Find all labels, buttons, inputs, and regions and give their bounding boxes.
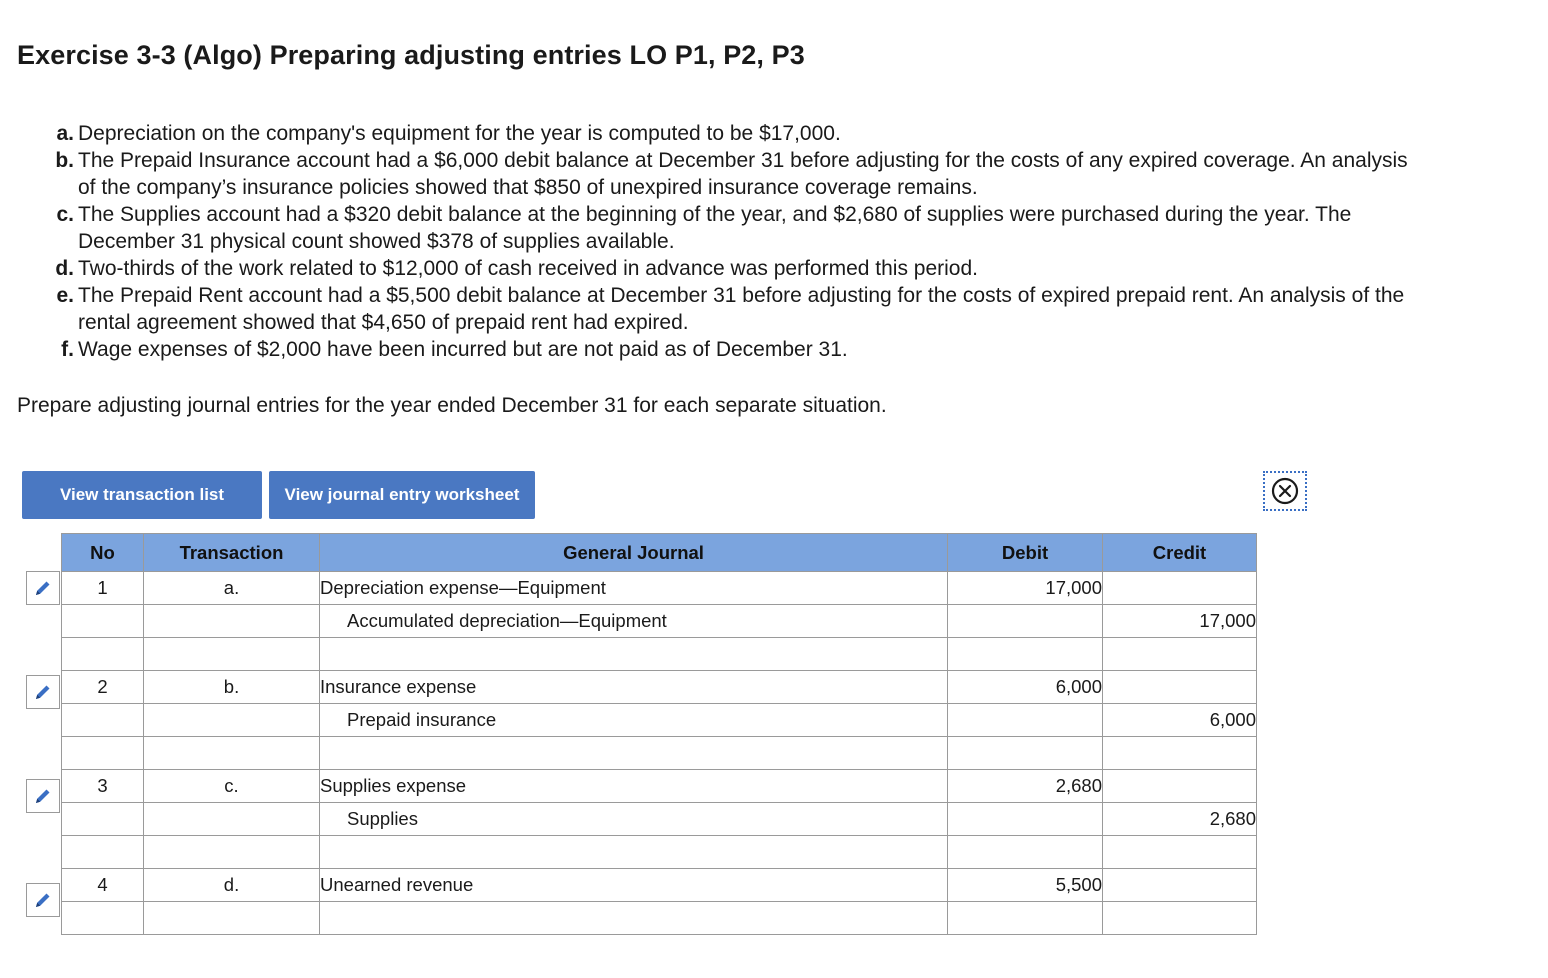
table-row [62,605,1257,638]
row-debit-cell[interactable] [948,902,1103,935]
table-row [62,704,1257,737]
row-no-cell[interactable]: 1 [62,572,144,605]
row-transaction-cell[interactable] [144,836,320,869]
row-account-cell[interactable] [320,902,948,935]
row-credit-cell[interactable] [1103,869,1257,902]
row-transaction-cell[interactable]: c. [144,770,320,803]
row-transaction-cell[interactable] [144,737,320,770]
row-no-cell[interactable]: 3 [62,770,144,803]
table-row [62,572,1257,605]
close-button[interactable] [1263,471,1307,511]
row-account-cell[interactable]: Accumulated depreciation—Equipment [320,605,948,638]
problem-item-label: e. [56,284,74,307]
pencil-icon [33,682,53,702]
problem-item [0,336,1428,363]
table-row [62,902,1257,935]
row-account-cell[interactable] [320,737,948,770]
row-transaction-cell[interactable]: d. [144,869,320,902]
instruction-text: Prepare adjusting journal entries for the year ended December 31 for each separate situation. [17,394,887,417]
problem-item-label: a. [56,122,74,145]
problem-item [0,201,1428,255]
row-debit-cell[interactable]: 6,000 [948,671,1103,704]
header-general-journal: General Journal [320,534,948,572]
row-no-cell[interactable] [62,704,144,737]
header-credit: Credit [1103,534,1257,572]
problem-item [0,255,1428,282]
row-credit-cell[interactable] [1103,770,1257,803]
row-account-cell[interactable] [320,638,948,671]
row-debit-cell[interactable] [948,803,1103,836]
row-transaction-cell[interactable] [144,704,320,737]
edit-entry-button[interactable] [26,571,60,605]
edit-entry-button[interactable] [26,883,60,917]
row-credit-cell[interactable] [1103,836,1257,869]
row-transaction-cell[interactable] [144,605,320,638]
table-row [62,638,1257,671]
table-row [62,836,1257,869]
header-no: No [62,534,144,572]
problem-item [0,282,1428,336]
row-no-cell[interactable] [62,902,144,935]
row-account-cell[interactable]: Prepaid insurance [320,704,948,737]
problem-item-text: The Supplies account had a $320 debit balance at the beginning of the year, and $2,680 of supplies were purchased during the year. The December 31 physical count showed $378 of supplies available. [78,203,1352,253]
row-transaction-cell[interactable] [144,902,320,935]
table-row [62,869,1257,902]
row-credit-cell[interactable] [1103,902,1257,935]
problem-item-label: b. [55,149,74,172]
row-account-cell[interactable]: Depreciation expense—Equipment [320,572,948,605]
table-row [62,770,1257,803]
row-debit-cell[interactable] [948,605,1103,638]
problem-items [0,120,1548,363]
table-header-row [62,534,1257,572]
row-debit-cell[interactable] [948,638,1103,671]
problem-item-text: Depreciation on the company's equipment for the year is computed to be $17,000. [78,122,841,145]
row-credit-cell[interactable]: 2,680 [1103,803,1257,836]
row-no-cell[interactable] [62,605,144,638]
general-journal-table [61,533,1257,935]
row-debit-cell[interactable]: 17,000 [948,572,1103,605]
table-row [62,671,1257,704]
row-transaction-cell[interactable]: a. [144,572,320,605]
view-journal-entry-worksheet-button[interactable]: View journal entry worksheet [269,471,535,519]
row-no-cell[interactable]: 4 [62,869,144,902]
pencil-icon [33,890,53,910]
row-account-cell[interactable]: Insurance expense [320,671,948,704]
row-debit-cell[interactable] [948,836,1103,869]
row-credit-cell[interactable] [1103,572,1257,605]
row-no-cell[interactable]: 2 [62,671,144,704]
problem-item [0,120,1428,147]
row-credit-cell[interactable] [1103,737,1257,770]
row-transaction-cell[interactable]: b. [144,671,320,704]
problem-item-text: Wage expenses of $2,000 have been incurred but are not paid as of December 31. [78,338,848,361]
row-debit-cell[interactable]: 5,500 [948,869,1103,902]
header-debit: Debit [948,534,1103,572]
problem-item-label: f. [61,338,74,361]
table-row [62,803,1257,836]
row-account-cell[interactable]: Supplies expense [320,770,948,803]
row-transaction-cell[interactable] [144,803,320,836]
problem-item-label: c. [56,203,74,226]
pencil-icon [33,578,53,598]
edit-entry-button[interactable] [26,675,60,709]
problem-item-label: d. [55,257,74,280]
edit-entry-button[interactable] [26,779,60,813]
problem-item-text: The Prepaid Insurance account had a $6,000 debit balance at December 31 before adjusting for the costs of any expired coverage. An analysis of the company’s insurance policies showed that $850 of unexpired insurance coverage remains. [78,149,1408,199]
view-transaction-list-button[interactable]: View transaction list [22,471,262,519]
row-debit-cell[interactable]: 2,680 [948,770,1103,803]
row-debit-cell[interactable] [948,737,1103,770]
row-transaction-cell[interactable] [144,638,320,671]
row-no-cell[interactable] [62,737,144,770]
row-credit-cell[interactable] [1103,671,1257,704]
row-account-cell[interactable] [320,836,948,869]
header-transaction: Transaction [144,534,320,572]
row-no-cell[interactable] [62,638,144,671]
row-no-cell[interactable] [62,836,144,869]
row-credit-cell[interactable]: 6,000 [1103,704,1257,737]
close-circle-icon [1270,476,1300,506]
exercise-title: Exercise 3-3 (Algo) Preparing adjusting entries LO P1, P2, P3 [17,40,805,70]
table-row [62,737,1257,770]
pencil-icon [33,786,53,806]
row-account-cell[interactable]: Supplies [320,803,948,836]
row-no-cell[interactable] [62,803,144,836]
row-credit-cell[interactable] [1103,638,1257,671]
problem-item-text: The Prepaid Rent account had a $5,500 debit balance at December 31 before adjusting for the costs of expired prepaid rent. An analysis of the rental agreement showed that $4,650 of prepaid rent had expired. [78,284,1405,334]
row-debit-cell[interactable] [948,704,1103,737]
row-credit-cell[interactable]: 17,000 [1103,605,1257,638]
problem-item-text: Two-thirds of the work related to $12,000 of cash received in advance was performed this period. [78,257,978,280]
problem-item [0,147,1428,201]
row-account-cell[interactable]: Unearned revenue [320,869,948,902]
